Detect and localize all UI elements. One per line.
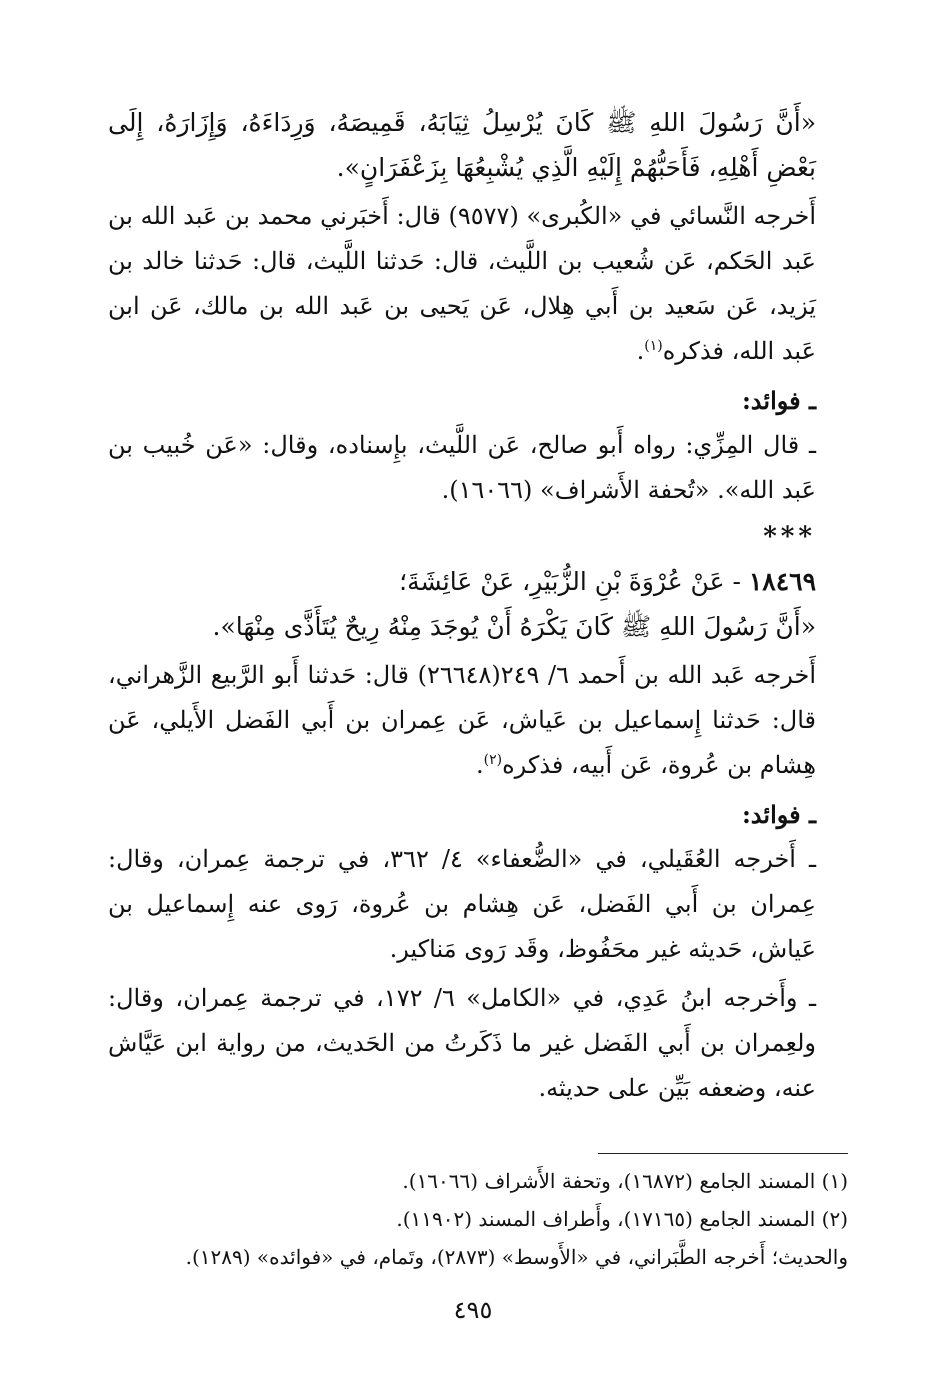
- benefits-heading-1: ـ فوائد:: [741, 386, 816, 415]
- footnote-3: والحديث؛ أَخرجه الطَّبَراني، في «الأَوسط» (٢٨٧٣)، وتَمام، في «فوائده» (١٢٨٩).: [185, 1245, 848, 1269]
- punctuation: .: [475, 751, 484, 779]
- benefit-paragraph-3: ـ وأَخرجه ابنُ عَدِي، في «الكامل» ٦/ ١٧٢، في ترجمة عِمران، وقال: ولعِمران بن أَبي الفَضل غير ما ذَكَرتُ من الحَديث، من رواية ابن عَيَّاش عنه، وضعفه بَيِّن على حديثه.: [108, 984, 816, 1102]
- footnote-ref-2[interactable]: (٢): [483, 752, 503, 768]
- page-number: ٤٩٥: [453, 1296, 493, 1324]
- hadith-text-1: «أَنَّ رَسُولَ اللهِ ﷺ كَانَ يُرْسِلُ ثِيَابَهُ، قَمِيصَهُ، وَرِدَاءَهُ، وَإِزَارَهُ، إِلَى بَعْضِ أَهْلِهِ، فَأَحَبُّهُمْ إِلَيْهِ الَّذِي يُشْبِعُهَا بِزَعْفَرَانٍ».: [108, 108, 816, 182]
- benefits-heading-2: ـ فوائد:: [741, 800, 816, 829]
- takhrij-text-2: أَخرجه عَبد الله بن أَحمد ٦/ ٢٤٩(٢٦٦٤٨) قال: حَدثنا أَبو الرَّبيع الزَّهراني، قال: حَدثنا إِسماعيل بن عَياش، عَن عِمران بن أَبي الفَضل الأَيلي، عَن هِشام بن عُروة، عَن أَبيه، فذكره: [108, 661, 817, 779]
- benefit-paragraph-2: ـ أَخرجه العُقَيلي، في «الضُّعفاء» ٤/ ٣٦٢، في ترجمة عِمران، وقال: عِمران بن أَبي الفَضل، عَن هِشام بن عُروة، رَوى عنه إِسماعيل بن عَياش، حَديثه غير محَفُوظ، وقَد رَوى مَناكير.: [108, 845, 816, 963]
- hadith-header: [108, 559, 816, 604]
- hadith-number: ١٨٤٦٩: [748, 567, 816, 596]
- punctuation: .: [636, 337, 645, 365]
- takhrij-text-1: أَخرجه النَّسائي في «الكُبرى» (٩٥٧٧) قال: أَخبَرني محمد بن عَبد الله بن عَبد الحَكم، عَن شُعيب بن اللَّيث، قال: حَدثنا اللَّيث، قال: حَدثنا خالد بن يَزيد، عَن سَعيد بن أَبي هِلال، عَن يَحيى بن عَبد الله بن مالك، عَن ابن عَبد الله، فذكره: [108, 202, 816, 365]
- footnote-ref-1[interactable]: (١): [644, 338, 663, 354]
- hadith-chain: - عَنْ عُرْوَةَ بْنِ الزُّبَيْرِ، عَنْ عَائِشَةَ؛: [399, 567, 749, 596]
- benefit-paragraph-1: ـ قال المِزِّي: رواه أَبو صالح، عَن اللَّيث، بإِسناده، وقال: «عَن خُبيب بن عَبد الله». «تُحفة الأَشراف» (١٦٠٦٦).: [108, 431, 816, 504]
- takhrij-paragraph-1: [108, 194, 816, 374]
- hadith-text-2: «أَنَّ رَسُولَ اللهِ ﷺ كَانَ يَكْرَهُ أَنْ يُوجَدَ مِنْهُ رِيحٌ يُتَأَذَّى مِنْهَا».: [212, 612, 816, 641]
- footnote-1: (١) المسند الجامع (١٦٨٧٢)، وتحفة الأَشراف (١٦٠٦٦).: [402, 1169, 848, 1193]
- takhrij-paragraph-2: [108, 653, 816, 788]
- main-text: [108, 100, 816, 1111]
- section-separator: ***: [763, 522, 816, 552]
- footnote-2: (٢) المسند الجامع (١٧١٦٥)، وأَطراف المسند (١١٩٠٢).: [396, 1207, 848, 1231]
- footnotes: [128, 1162, 848, 1276]
- footnote-divider: [598, 1153, 848, 1154]
